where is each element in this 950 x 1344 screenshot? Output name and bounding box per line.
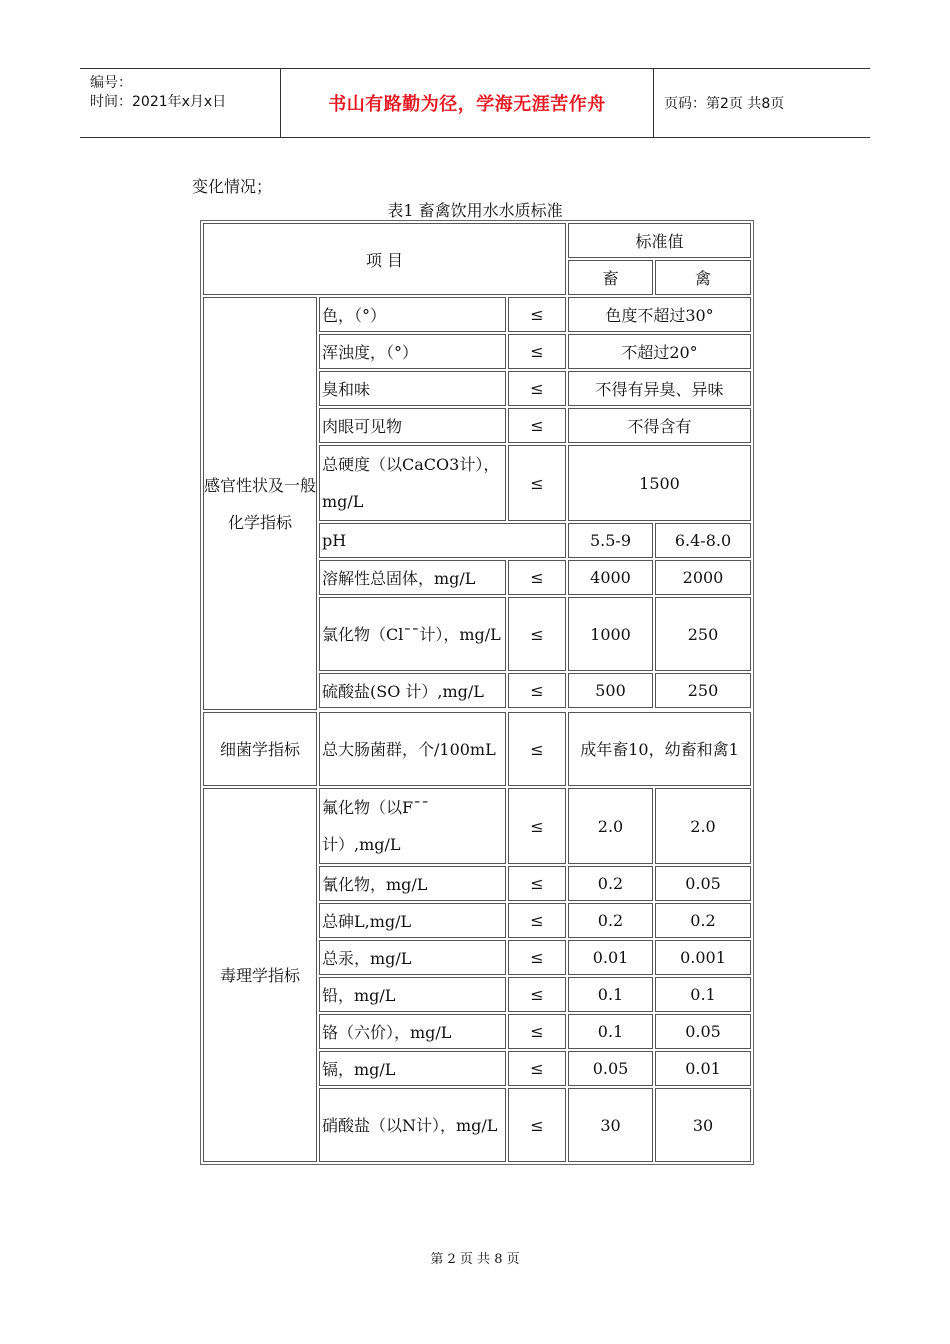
le-sign: ≤ <box>508 334 566 369</box>
value-livestock: 0.01 <box>568 940 653 975</box>
le-sign: ≤ <box>508 297 566 332</box>
header-poultry: 禽 <box>655 260 751 295</box>
item-name: 氰化物，mg/L <box>319 866 506 901</box>
item-name: 氯化物（Cl¯¯计），mg/L <box>319 597 506 671</box>
item-name: 总砷L,mg/L <box>319 903 506 938</box>
value-poultry: 250 <box>655 597 751 671</box>
item-name: 硫酸盐(SO 计）,mg/L <box>319 673 506 708</box>
item-name: 肉眼可见物 <box>319 408 506 443</box>
item-name: 铬（六价），mg/L <box>319 1014 506 1049</box>
value-livestock: 5.5-9 <box>568 523 653 558</box>
item-name: 溶解性总固体，mg/L <box>319 560 506 595</box>
value-livestock: 30 <box>568 1088 653 1162</box>
item-name: 铅，mg/L <box>319 977 506 1012</box>
value-livestock: 1000 <box>568 597 653 671</box>
category-sensory: 感官性状及一般化学指标 <box>203 297 317 710</box>
item-value: 不得含有 <box>568 408 751 443</box>
item-name: pH <box>319 523 566 558</box>
value-livestock: 0.1 <box>568 977 653 1012</box>
item-name: 色，（°） <box>319 297 506 332</box>
item-value: 不得有异臭、异味 <box>568 371 751 406</box>
value-livestock: 4000 <box>568 560 653 595</box>
le-sign: ≤ <box>508 712 566 786</box>
le-sign: ≤ <box>508 977 566 1012</box>
motto: 书山有路勤为径，学海无涯苦作舟 <box>328 94 606 115</box>
le-sign: ≤ <box>508 866 566 901</box>
item-name: 总大肠菌群，个/100mL <box>319 712 506 786</box>
category-bacteria: 细菌学指标 <box>203 712 317 786</box>
value-poultry: 2000 <box>655 560 751 595</box>
item-value: 成年畜10，幼畜和禽1 <box>568 712 751 786</box>
le-sign: ≤ <box>508 560 566 595</box>
item-value: 1500 <box>568 445 751 521</box>
water-quality-table <box>200 220 754 1165</box>
item-name: 镉，mg/L <box>319 1051 506 1086</box>
header-page-cell <box>654 69 870 137</box>
value-livestock: 0.05 <box>568 1051 653 1086</box>
category-toxic: 毒理学指标 <box>203 788 317 1162</box>
item-name: 总汞，mg/L <box>319 940 506 975</box>
page-header <box>80 68 870 138</box>
intro-text: 变化情况； <box>192 177 273 196</box>
value-livestock: 2.0 <box>568 788 653 864</box>
value-poultry: 0.05 <box>655 1014 751 1049</box>
le-sign: ≤ <box>508 788 566 864</box>
header-info <box>80 69 280 137</box>
le-sign: ≤ <box>508 371 566 406</box>
le-sign: ≤ <box>508 903 566 938</box>
item-name: 氟化物（以F¯¯计）,mg/L <box>319 788 506 864</box>
time-label: 时间：2021年x月x日 <box>90 94 227 110</box>
header-livestock: 畜 <box>568 260 653 295</box>
header-standard: 标准值 <box>568 223 751 258</box>
le-sign: ≤ <box>508 940 566 975</box>
value-livestock: 500 <box>568 673 653 708</box>
le-sign: ≤ <box>508 445 566 521</box>
header-motto-cell <box>280 69 654 137</box>
table-caption: 表1 畜禽饮用水水质标准 <box>387 201 563 220</box>
item-name: 总硬度（以CaCO3计），mg/L <box>319 445 506 521</box>
value-poultry: 2.0 <box>655 788 751 864</box>
value-livestock: 0.2 <box>568 903 653 938</box>
item-name: 臭和味 <box>319 371 506 406</box>
value-poultry: 0.01 <box>655 1051 751 1086</box>
item-value: 色度不超过30° <box>568 297 751 332</box>
value-poultry: 0.1 <box>655 977 751 1012</box>
value-poultry: 250 <box>655 673 751 708</box>
number-label: 编号： <box>90 75 132 91</box>
value-poultry: 0.2 <box>655 903 751 938</box>
value-poultry: 30 <box>655 1088 751 1162</box>
value-poultry: 0.05 <box>655 866 751 901</box>
page-code: 页码：第2页 共8页 <box>664 96 785 112</box>
item-value: 不超过20° <box>568 334 751 369</box>
value-livestock: 0.1 <box>568 1014 653 1049</box>
item-name: 硝酸盐（以N计），mg/L <box>319 1088 506 1162</box>
header-item: 项 目 <box>203 223 566 295</box>
le-sign: ≤ <box>508 1014 566 1049</box>
page-footer: 第 2 页 共 8 页 <box>430 1252 520 1267</box>
value-livestock: 0.2 <box>568 866 653 901</box>
item-name: 浑浊度，（°） <box>319 334 506 369</box>
le-sign: ≤ <box>508 673 566 708</box>
le-sign: ≤ <box>508 597 566 671</box>
value-poultry: 6.4-8.0 <box>655 523 751 558</box>
le-sign: ≤ <box>508 1088 566 1162</box>
le-sign: ≤ <box>508 1051 566 1086</box>
value-poultry: 0.001 <box>655 940 751 975</box>
le-sign: ≤ <box>508 408 566 443</box>
